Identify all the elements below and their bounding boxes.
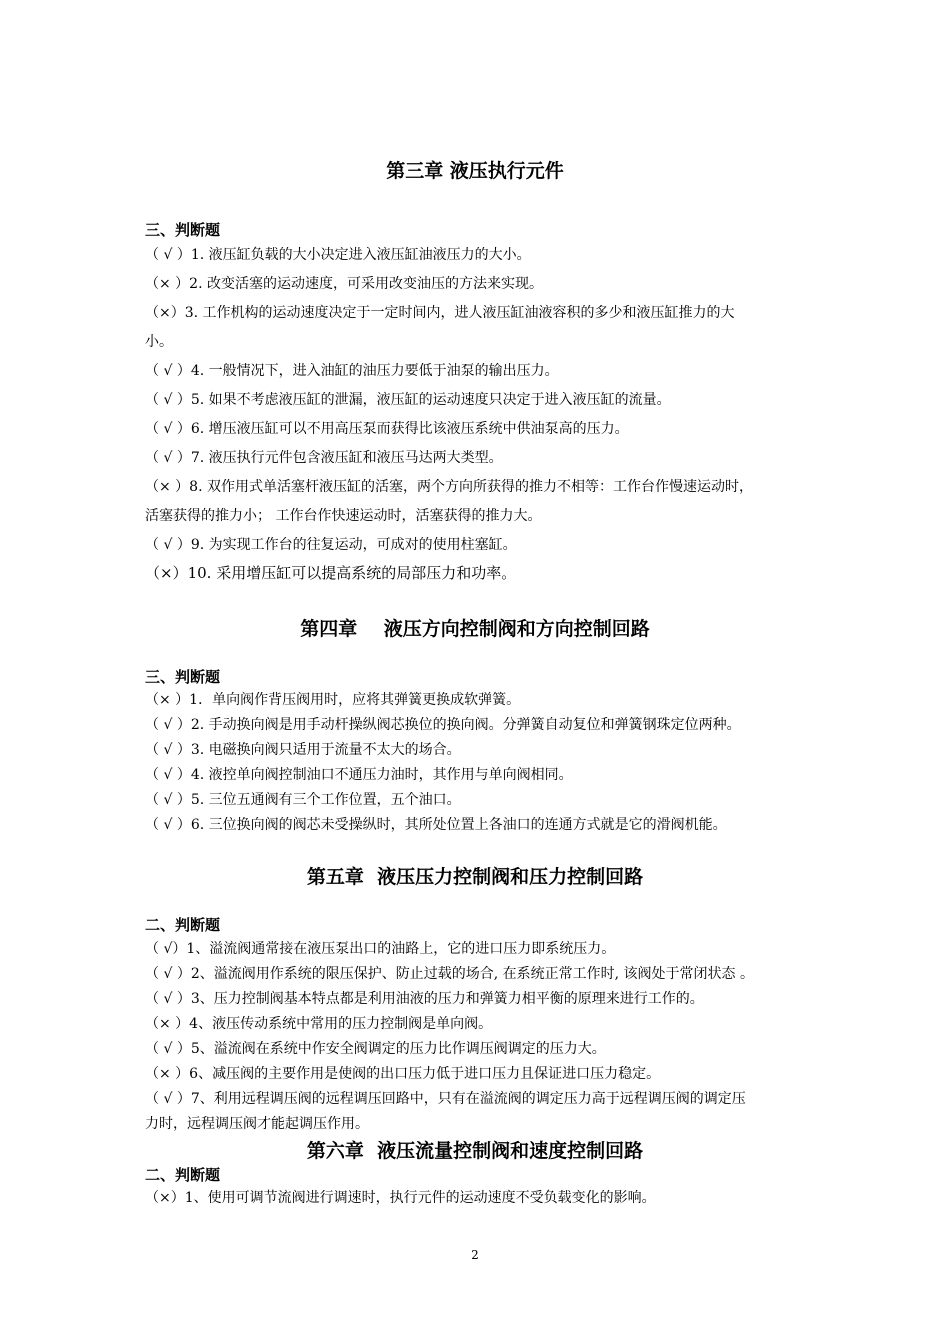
- question-line: （ √ ）6. 增压液压缸可以不用高压泵而获得比该液压系统中供油泵高的压力。: [145, 421, 629, 437]
- question-line: 小。: [145, 334, 173, 350]
- section-heading: 二、判断题: [145, 1166, 221, 1184]
- question-line: （× ）1．单向阀作背压阀用时，应将其弹簧更换成软弹簧。: [145, 692, 521, 708]
- question-line: （ √ ）9. 为实现工作台的往复运动，可成对的使用柱塞缸。: [145, 537, 517, 553]
- question-line: （×）1、使用可调节流阀进行调速时，执行元件的运动速度不受负载变化的影响。: [145, 1190, 656, 1206]
- question-line: （ √ ）3、压力控制阀基本特点都是利用油液的压力和弹簧力相平衡的原理来进行工作的。: [145, 991, 704, 1007]
- question-line: （×）10. 采用增压缸可以提高系统的局部压力和功率。: [145, 564, 517, 582]
- chapter-title: 第四章 液压方向控制阀和方向控制回路: [300, 618, 650, 640]
- section-heading: 三、判断题: [145, 221, 221, 239]
- question-line: （ √ ）4. 一般情况下，进入油缸的油压力要低于油泵的输出压力。: [145, 363, 559, 379]
- question-line: （ √ ）6. 三位换向阀的阀芯未受操纵时，其所处位置上各油口的连通方式就是它的滑阀机能。: [145, 817, 727, 833]
- chapter-title: 第五章 液压压力控制阀和压力控制回路: [306, 866, 644, 888]
- question-line: （ √ ）2. 手动换向阀是用手动杆操纵阀芯换位的换向阀。分弹簧自动复位和弹簧钢珠定位两种。: [145, 717, 741, 733]
- question-line: （ √ ）5. 如果不考虑液压缸的泄漏，液压缸的运动速度只决定于进入液压缸的流量。: [145, 392, 671, 408]
- section-heading: 三、判断题: [145, 668, 221, 686]
- question-line: （× ）8. 双作用式单活塞杆液压缸的活塞，两个方向所获得的推力不相等：工作台作慢速运动时，: [145, 479, 753, 495]
- question-line: （ √ ）1. 液压缸负载的大小决定进入液压缸油液压力的大小。: [145, 247, 531, 263]
- question-line: 活塞获得的推力小； 工作台作快速运动时，活塞获得的推力大。: [145, 508, 542, 524]
- question-line: 力时，远程调压阀才能起调压作用。: [145, 1116, 369, 1132]
- chapter-title: 第三章 液压执行元件: [386, 160, 564, 182]
- question-line: （ √）1、溢流阀通常接在液压泵出口的油路上，它的进口压力即系统压力。: [145, 941, 616, 957]
- question-line: （ √ ）5、溢流阀在系统中作安全阀调定的压力比作调压阀调定的压力大。: [145, 1041, 606, 1057]
- section-heading: 二、判断题: [145, 916, 221, 934]
- question-line: （ √ ）7. 液压执行元件包含液压缸和液压马达两大类型。: [145, 450, 503, 466]
- page-number: 2: [471, 1248, 479, 1262]
- question-line: （× ）6、减压阀的主要作用是使阀的出口压力低于进口压力且保证进口压力稳定。: [145, 1066, 661, 1082]
- question-line: （ √ ）7、利用远程调压阀的远程调压回路中，只有在溢流阀的调定压力高于远程调压阀的调定压: [145, 1091, 746, 1107]
- question-line: （ √ ）2、溢流阀用作系统的限压保护、防止过载的场合, 在系统正常工作时, 该阀处于常闭状态 。: [145, 966, 754, 982]
- question-line: （× ）2. 改变活塞的运动速度，可采用改变油压的方法来实现。: [145, 276, 543, 292]
- question-line: （ √ ）5. 三位五通阀有三个工作位置，五个油口。: [145, 792, 461, 808]
- chapter-title: 第六章 液压流量控制阀和速度控制回路: [306, 1140, 644, 1162]
- question-line: （ √ ）4. 液控单向阀控制油口不通压力油时，其作用与单向阀相同。: [145, 767, 573, 783]
- question-line: （ √ ）3. 电磁换向阀只适用于流量不太大的场合。: [145, 742, 461, 758]
- question-line: （×）3. 工作机构的运动速度决定于一定时间内，进人液压缸油液容积的多少和液压缸推力的大: [145, 305, 735, 321]
- question-line: （× ）4、液压传动系统中常用的压力控制阀是单向阀。: [145, 1016, 493, 1032]
